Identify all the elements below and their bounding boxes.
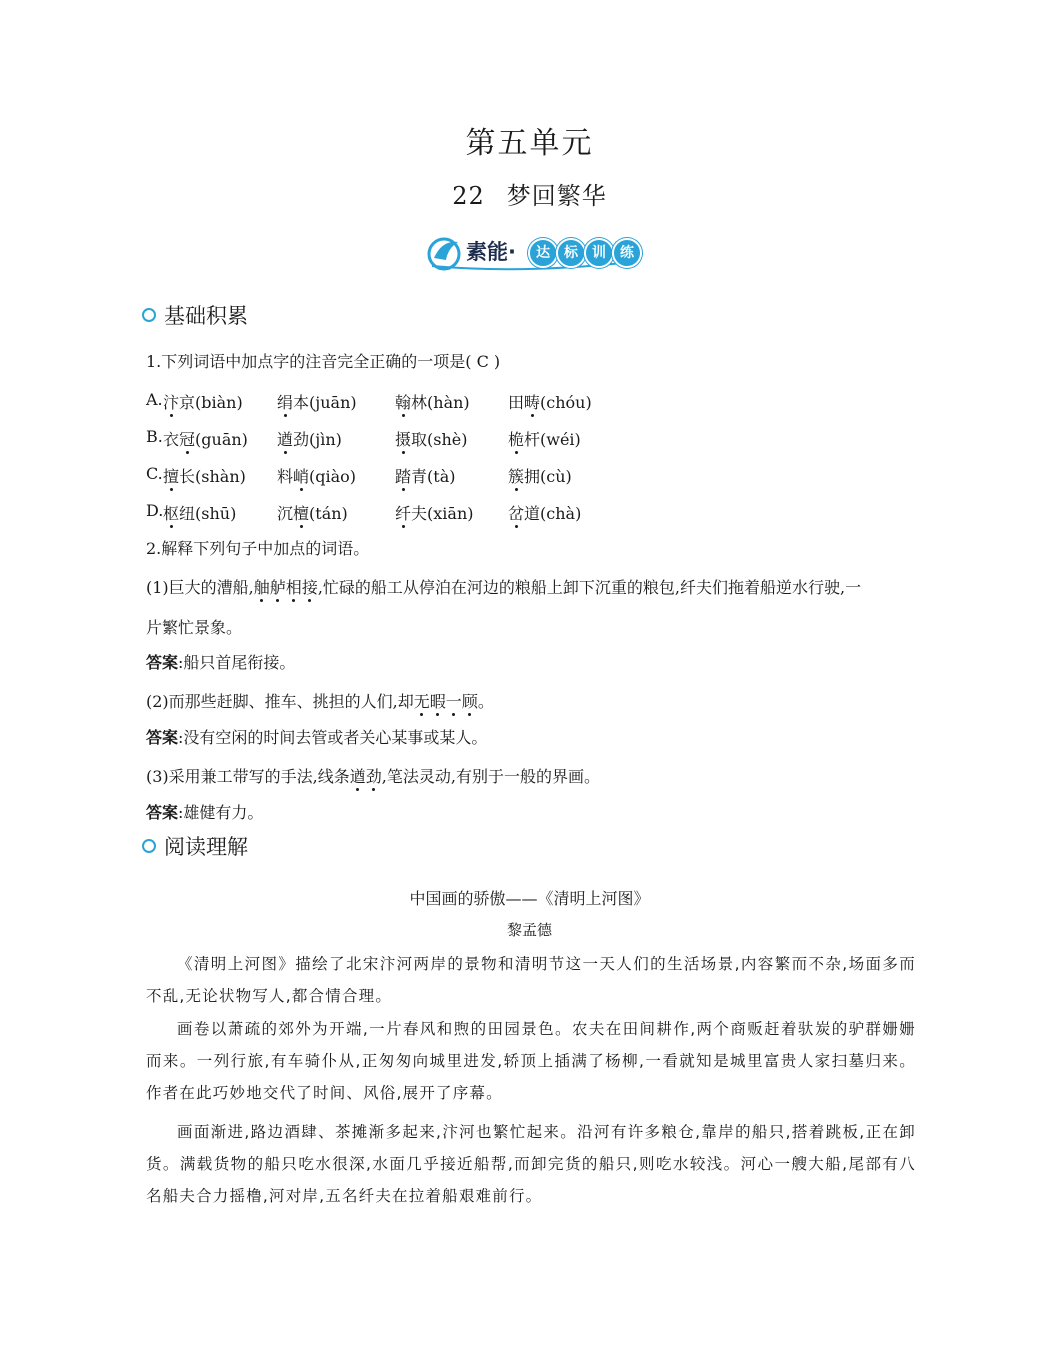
answer-text: 没有空闲的时间去管或者关心某事或某人。 [183, 728, 488, 747]
article-author: 黎孟德 [506, 921, 552, 939]
option-text: (qiào) [309, 467, 357, 486]
banner-dot: · [508, 240, 516, 264]
article-paragraph: 《清明上河图》描绘了北宋汴河两岸的景物和清明节这一天人们的生活场景,内容繁而不杂,场面多而不乱,无论状物写人,都合情合理。 [146, 955, 916, 1005]
section-banner [424, 232, 638, 272]
dotted-char: 劲 [365, 767, 382, 786]
q1-stem: 1.下列词语中加点字的注音完全正确的一项是( C ) [146, 352, 501, 371]
dotted-char: 摄 [395, 430, 412, 449]
dotted-char: 暇 [429, 692, 446, 711]
dotted-char: 踏 [395, 467, 412, 486]
dotted-char: 顾 [461, 692, 478, 711]
ring-bullet-icon [142, 308, 156, 322]
q2-sentence-1 [146, 575, 861, 598]
dotted-char: 舳 [253, 578, 270, 597]
option-item [163, 501, 236, 524]
dotted-char: 无 [413, 692, 430, 711]
article-paragraph: 画卷以萧疏的郊外为开端,一片春风和煦的田园景色。农夫在田间耕作,两个商贩赶着驮炭的驴群姗姗而来。一列行旅,有车骑仆从,正匆匆向城里进发,轿顶上插满了杨柳,一看就知是城里富贵人家扫墓归来。作者在此巧妙地交代了时间、风俗,展开了序幕。 [146, 1020, 916, 1102]
option-item [395, 427, 468, 450]
answer-sep: : [178, 803, 184, 822]
dotted-char: 舻 [269, 578, 286, 597]
sentence-text: (3)采用兼工带写的手法,线条 [146, 767, 350, 786]
option-item [508, 464, 572, 487]
dotted-char: 枢 [163, 504, 180, 523]
option-item [277, 390, 357, 413]
option-text: 本(juān) [293, 393, 357, 412]
sentence-text: 。 [477, 692, 494, 711]
answer-label: 答案 [146, 728, 179, 747]
dotted-char: 桅 [508, 430, 525, 449]
option-text: 夫(xiān) [411, 504, 474, 523]
option-text: 纽(shū) [179, 504, 237, 523]
answer-label: 答案 [146, 653, 179, 672]
option-text: 料 [277, 467, 294, 486]
q2-answer-1 [146, 650, 295, 673]
option-text: 劲(jìn) [293, 430, 342, 449]
option-label: B. [146, 427, 163, 446]
option-item [395, 390, 470, 413]
ring-bullet-icon [142, 839, 156, 853]
option-text: 拥(cù) [524, 467, 572, 486]
option-item [163, 390, 243, 413]
option-item [395, 501, 474, 524]
q2-sentence-3 [146, 764, 600, 787]
option-item [163, 427, 248, 450]
option-text: 田 [508, 393, 525, 412]
banner-pills [528, 238, 640, 268]
dotted-char: 檀 [293, 504, 310, 523]
option-item [395, 464, 455, 487]
option-text: (guān) [195, 430, 248, 449]
dotted-char: 翰 [395, 393, 412, 412]
dotted-char: 岔 [508, 504, 525, 523]
banner-pill: 达 [528, 238, 558, 268]
dotted-char: 一 [445, 692, 462, 711]
option-text: (chóu) [540, 393, 592, 412]
dotted-phrase [414, 692, 478, 711]
article-title: 中国画的骄傲——《清明上河图》 [409, 889, 650, 908]
q2-answer-2 [146, 725, 487, 748]
answer-sep: : [178, 653, 184, 672]
dotted-char: 簇 [508, 467, 525, 486]
option-label: C. [146, 464, 163, 483]
dotted-char: 遒 [349, 767, 366, 786]
sentence-text: (2)而那些赶脚、推车、挑担的人们,却 [146, 692, 414, 711]
banner-pill: 训 [584, 238, 614, 268]
option-text: 京(biàn) [179, 393, 243, 412]
option-text: 林(hàn) [411, 393, 470, 412]
section-heading-basics [142, 300, 248, 330]
q2-answer-3 [146, 800, 263, 823]
option-item [508, 390, 592, 413]
option-text: 杆(wéi) [524, 430, 581, 449]
option-item [277, 464, 356, 487]
section-heading-text: 基础积累 [164, 304, 248, 328]
option-item [277, 427, 342, 450]
dotted-char: 汴 [163, 393, 180, 412]
option-item [508, 501, 581, 524]
dotted-char: 纤 [395, 504, 412, 523]
lesson-title [0, 176, 1059, 211]
option-text: 青(tà) [411, 467, 456, 486]
article-paragraph: 画面渐进,路边酒肆、茶摊渐多起来,汴河也繁忙起来。沿河有许多粮仓,靠岸的船只,搭着跳板,正在卸货。满载货物的船只吃水很深,水面几乎接近船帮,而卸完货的船只,则吃水较浅。河心一艘大船,尾部有八名船夫合力摇橹,河对岸,五名纤夫在拉着船艰难前行。 [146, 1123, 916, 1205]
option-item [277, 501, 348, 524]
q2-stem: 2.解释下列句子中加点的词语。 [146, 539, 370, 558]
dotted-char: 绢 [277, 393, 294, 412]
lesson-name: 梦回繁华 [506, 182, 607, 210]
option-text: 衣 [163, 430, 180, 449]
sentence-text: (1)巨大的漕船, [146, 578, 254, 597]
banner-main [466, 236, 516, 266]
dotted-char: 相 [285, 578, 302, 597]
dotted-char: 畴 [524, 393, 541, 412]
dotted-phrase [350, 767, 382, 786]
lesson-number: 22 [452, 182, 485, 210]
answer-sep: : [178, 728, 184, 747]
option-text: 沉 [277, 504, 294, 523]
option-text: 取(shè) [411, 430, 468, 449]
banner-main-text: 素能 [466, 240, 508, 264]
option-label: D. [146, 501, 164, 520]
option-text: (tán) [309, 504, 348, 523]
answer-text: 船只首尾衔接。 [183, 653, 296, 672]
option-item [163, 464, 246, 487]
dotted-char: 接 [301, 578, 318, 597]
dotted-char: 遒 [277, 430, 294, 449]
option-label: A. [146, 390, 163, 409]
option-text: 长(shàn) [179, 467, 246, 486]
option-text: 道(chà) [524, 504, 582, 523]
unit-title: 第五单元 [465, 126, 594, 161]
dotted-char: 冠 [179, 430, 196, 449]
answer-label: 答案 [146, 803, 179, 822]
sentence-text: ,忙碌的船工从停泊在河边的粮船上卸下沉重的粮包,纤夫们拖着船逆水行驶,一 [317, 578, 862, 597]
dotted-char: 擅 [163, 467, 180, 486]
q2-sentence-1-cont: 片繁忙景象。 [146, 618, 243, 637]
option-item [508, 427, 581, 450]
section-heading-text: 阅读理解 [164, 835, 248, 859]
answer-text: 雄健有力。 [183, 803, 264, 822]
dotted-char: 峭 [293, 467, 310, 486]
banner-pill: 标 [556, 238, 586, 268]
dotted-phrase [254, 578, 318, 597]
banner-pill: 练 [612, 238, 642, 268]
q2-sentence-2 [146, 689, 494, 712]
section-heading-reading [142, 831, 248, 861]
sentence-text: ,笔法灵动,有别于一般的界画。 [381, 767, 600, 786]
